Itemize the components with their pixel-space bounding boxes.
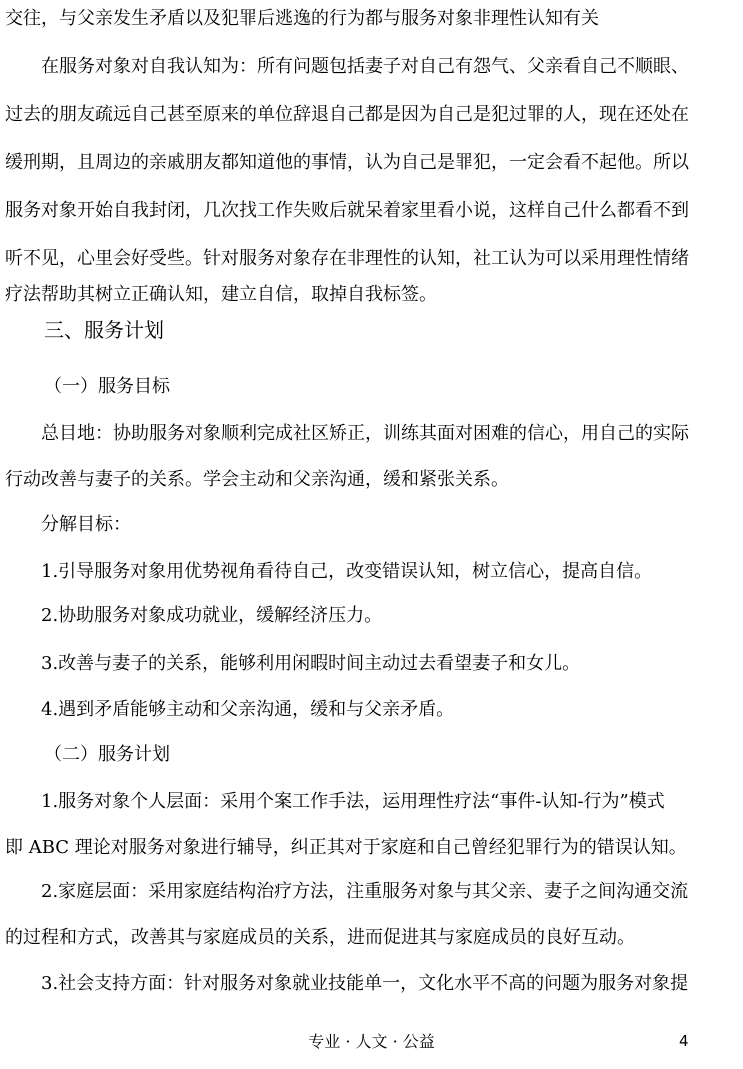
- list-item: 2.协助服务对象成功就业，缓解经济压力。: [41, 605, 383, 626]
- body-line: 的过程和方式，改善其与家庭成员的关系，进而促进其与家庭成员的良好互动。: [5, 927, 635, 948]
- list-item: 4.遇到矛盾能够主动和父亲沟通，缓和与父亲矛盾。: [41, 699, 455, 720]
- body-line: 行动改善与妻子的关系。学会主动和父亲沟通，缓和紧张关系。: [5, 469, 509, 490]
- body-line: 交往，与父亲发生矛盾以及犯罪后逃逸的行为都与服务对象非理性认知有关: [5, 8, 599, 29]
- page-footer: 专业 · 人文 · 公益: [308, 1032, 435, 1051]
- paragraph-first-line: 总目地：协助服务对象顺利完成社区矫正，训练其面对困难的信心，用自己的实际: [41, 423, 689, 444]
- body-line: 过去的朋友疏远自己甚至原来的单位辞退自己都是因为自己是犯过罪的人，现在还处在: [5, 104, 689, 125]
- list-item: 2.家庭层面：采用家庭结构治疗方法，注重服务对象与其父亲、妻子之间沟通交流: [41, 881, 689, 902]
- subsection-heading: （一）服务目标: [44, 376, 170, 397]
- body-line: 服务对象开始自我封闭，几次找工作失败后就呆着家里看小说，这样自己什么都看不到: [5, 200, 689, 221]
- list-item: 1.引导服务对象用优势视角看待自己，改变错误认知，树立信心，提高自信。: [41, 561, 653, 582]
- paragraph-first-line: 在服务对象对自我认知为：所有问题包括妻子对自己有怨气、父亲看自己不顺眼、: [41, 56, 689, 77]
- body-line: 分解目标：: [41, 514, 131, 535]
- list-item: 3.改善与妻子的关系，能够利用闲暇时间主动过去看望妻子和女儿。: [41, 653, 581, 674]
- body-line: 听不见，心里会好受些。针对服务对象存在非理性的认知，社工认为可以采用理性情绪: [5, 248, 689, 269]
- list-item: 3.社会支持方面：针对服务对象就业技能单一，文化水平不高的问题为服务对象提: [41, 973, 689, 994]
- subsection-heading: （二）服务计划: [44, 744, 170, 765]
- body-line: 缓刑期，且周边的亲戚朋友都知道他的事情，认为自己是罪犯，一定会看不起他。所以: [5, 152, 689, 173]
- page-number: 4: [679, 1032, 689, 1050]
- list-item: 1.服务对象个人层面：采用个案工作手法，运用理性疗法“事件-认知-行为”模式: [41, 791, 665, 812]
- section-heading: 三、服务计划: [44, 318, 164, 342]
- body-line: 疗法帮助其树立正确认知，建立自信，取掉自我标签。: [5, 284, 437, 305]
- body-line: 即 ABC 理论对服务对象进行辅导，纠正其对于家庭和自己曾经犯罪行为的错误认知。: [5, 837, 687, 858]
